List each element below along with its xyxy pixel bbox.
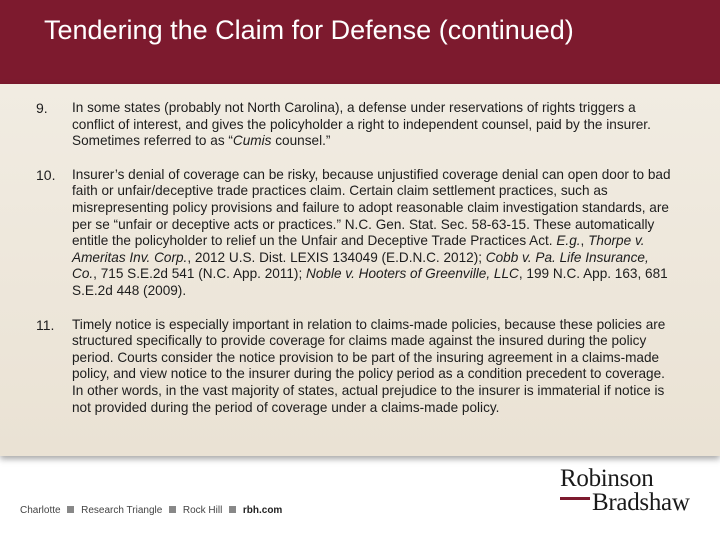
text-run: In some states (probably not North Carolina), a defense under reservations of rights triggers a conflict of interest, and gives the policyholder a right to independent counsel, paid by the insurer. Sometimes referred to as “	[72, 100, 651, 149]
footer-locations	[20, 505, 282, 516]
location-rock-hill: Rock Hill	[182, 505, 223, 516]
item-text	[72, 317, 672, 417]
separator-square-icon	[67, 506, 74, 513]
text-run: , 199 N.C. App. 163, 681 S.E.2d 448 (2009).	[72, 266, 668, 298]
list-item	[36, 100, 672, 150]
title-bar	[0, 0, 720, 84]
item-text	[72, 167, 672, 300]
item-number: 10.	[36, 166, 56, 183]
logo-line-2: Bradshaw	[592, 489, 690, 516]
slide-title: Tendering the Claim for Defense (continued)	[44, 15, 574, 45]
location-research-triangle: Research Triangle	[81, 505, 163, 516]
list-item	[36, 317, 672, 417]
separator-square-icon	[169, 506, 176, 513]
italic-citation: Cumis	[232, 133, 272, 149]
italic-citation: E.g.	[556, 233, 581, 249]
logo-accent-bar	[560, 497, 590, 500]
location-charlotte: Charlotte	[20, 505, 61, 516]
text-run: ,	[580, 233, 589, 249]
website-link[interactable]: rbh.com	[242, 505, 283, 516]
italic-citation: Cobb v. Pa. Life Insurance, Co.	[72, 249, 649, 282]
item-number: 11.	[36, 316, 55, 333]
text-run: Timely notice is especially important in relation to claims-made policies, because these policies are structured specifically to provide coverage for claims made against the insured during the policy period. Courts consider the notice provision to be part of the insuring agreement in a claims-made policy, and view notice to the insurer during the policy period as a condition precedent to coverage. In other words, in the vast majority of states, actual prejudice to the insurer is immaterial if notice is not provided during the period of coverage under a claims-made policy.	[72, 316, 666, 415]
text-run: Insurer’s denial of coverage can be risky, because unjustified coverage denial can open door to bad faith or unfair/deceptive trade practices claim. Certain claim settlement practices, such as misrepresenting policy provisions and failure to adopt reasonable claim investigation standards, are per se “unfair or deceptive acts or practices.” N.C. Gen. Stat. Sec. 58-63-15. These automatically entitle the policyholder to relief un the Unfair and Deceptive Trade Practices Act.	[72, 166, 671, 249]
italic-citation: Noble v. Hooters of Greenville, LLC	[306, 266, 519, 282]
separator-square-icon	[229, 506, 236, 513]
numbered-list	[36, 100, 672, 433]
italic-citation: Thorpe v. Ameritas Inv. Corp.	[72, 233, 645, 265]
text-run: , 2012 U.S. Dist. LEXIS 134049 (E.D.N.C. 2012);	[187, 249, 486, 265]
list-item	[36, 167, 672, 300]
item-number: 9.	[36, 100, 48, 116]
text-run: , 715 S.E.2d 541 (N.C. App. 2011);	[93, 266, 307, 282]
text-run: counsel.”	[271, 133, 331, 149]
logo-line-1: Robinson	[560, 465, 654, 492]
firm-logo	[560, 466, 700, 522]
item-text	[72, 100, 672, 150]
